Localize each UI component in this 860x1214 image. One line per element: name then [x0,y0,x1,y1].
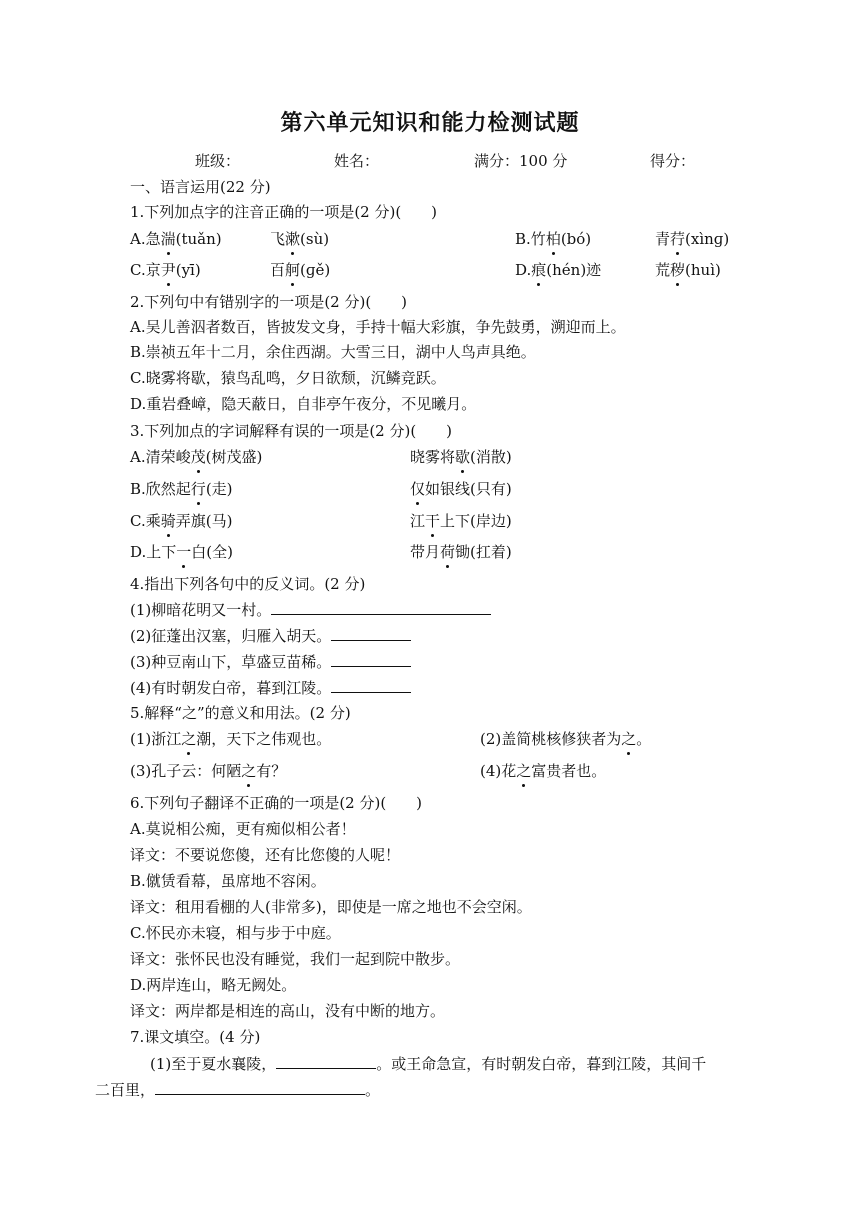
q3-option-c1: C.乘骑弄旗(马) [130,512,233,530]
question-2-stem: 2.下列句中有错别字的一项是(2 分)( ) [130,293,408,311]
q4-item-4: (4)有时朝发白帝，暮到江陵。 [130,676,411,699]
q1-option-d1: D.痕(hén)迹 [515,261,602,279]
q3-option-a2: 晓雾将歇(消散) [410,448,512,466]
q5-item-4: (4)花之富贵者也。 [480,762,607,780]
q3-option-b2: 仅如银线(只有) [410,480,512,498]
q6-option-a: A.莫说相公痴，更有痴似相公者！ [130,820,356,838]
q4-item-2: (2)征蓬出汉塞，归雁入胡天。 [130,624,411,647]
q5-item-3: (3)孔子云：何陋之有？ [130,762,287,780]
q6-translation-d: 译文：两岸都是相连的高山，没有中断的地方。 [130,1002,446,1020]
class-label: 班级： [195,152,241,170]
q1-option-b2: 青荇(xìnɡ) [655,230,730,248]
name-label: 姓名： [334,152,380,170]
q6-option-b: B.僦赁看幕，虽席地不容闲。 [130,872,326,890]
q5-item-1: (1)浙江之潮，天下之伟观也。 [130,730,332,748]
q3-option-a1: A.清荣峻茂(树茂盛) [130,448,263,466]
question-6-stem: 6.下列句子翻译不正确的一项是(2 分)( ) [130,794,423,812]
q6-translation-b: 译文：租用看棚的人(非常多)，即使是一席之地也不会空闲。 [130,898,532,916]
q6-option-c: C.怀民亦未寝，相与步于中庭。 [130,924,341,942]
answer-blank[interactable] [276,1052,376,1069]
answer-blank[interactable] [271,598,491,615]
page-title: 第六单元知识和能力检测试题 [280,111,580,136]
q6-translation-a: 译文：不要说您傻，还有比您傻的人呢！ [130,846,401,864]
full-score: 满分：100 分 [474,152,568,170]
question-5-stem: 5.解释“之”的意义和用法。(2 分) [130,704,351,722]
q5-item-2: (2)盖简桃核修狭者为之。 [480,730,652,748]
answer-blank[interactable] [331,650,411,667]
q4-item-1: (1)柳暗花明又一村。 [130,598,491,621]
q2-option-c: C.晓雾将歇，猿鸟乱鸣，夕日欲颓，沉鳞竞跃。 [130,369,446,387]
q1-option-a2: 飞漱(sù) [270,230,330,248]
q3-option-d1: D.上下一白(全) [130,543,233,561]
q1-option-c2: 百舸(ɡě) [270,261,331,279]
q1-option-d2: 荒秽(huì) [655,261,721,279]
question-7-stem: 7.课文填空。(4 分) [130,1028,261,1046]
q2-option-a: A.吴儿善泅者数百，皆披发文身，手持十幅大彩旗，争先鼓勇，溯迎而上。 [130,318,626,336]
question-4-stem: 4.指出下列各句中的反义词。(2 分) [130,575,366,593]
q1-option-b1: B.竹柏(bó) [515,230,592,248]
q2-option-b: B.崇祯五年十二月，余住西湖。大雪三日，湖中人鸟声具绝。 [130,343,536,361]
question-3-stem: 3.下列加点的字词解释有误的一项是(2 分)( ) [130,422,453,440]
q3-option-d2: 带月荷锄(扛着) [410,543,512,561]
score-label: 得分： [650,152,696,170]
q2-option-d: D.重岩叠嶂，隐天蔽日，自非亭午夜分，不见曦月。 [130,395,477,413]
q1-option-c1: C.京尹(yī) [130,261,201,279]
question-1-stem: 1.下列加点字的注音正确的一项是(2 分)( ) [130,203,438,221]
answer-blank[interactable] [155,1078,365,1095]
section-heading: 一、语言运用(22 分) [130,178,271,196]
q4-item-3: (3)种豆南山下，草盛豆苗稀。 [130,650,411,673]
answer-blank[interactable] [331,624,411,641]
q6-option-d: D.两岸连山，略无阙处。 [130,976,297,994]
q3-option-c2: 江干上下(岸边) [410,512,512,530]
q1-option-a1: A.急湍(tuǎn) [130,230,222,248]
q7-line-1: (1)至于夏水襄陵， 。或王命急宣，有时朝发白帝，暮到江陵，其间千 [150,1052,706,1075]
q6-translation-c: 译文：张怀民也没有睡觉，我们一起到院中散步。 [130,950,461,968]
q3-option-b1: B.欣然起行(走) [130,480,233,498]
answer-blank[interactable] [331,676,411,693]
q7-line-2: 二百里， 。 [95,1078,380,1101]
